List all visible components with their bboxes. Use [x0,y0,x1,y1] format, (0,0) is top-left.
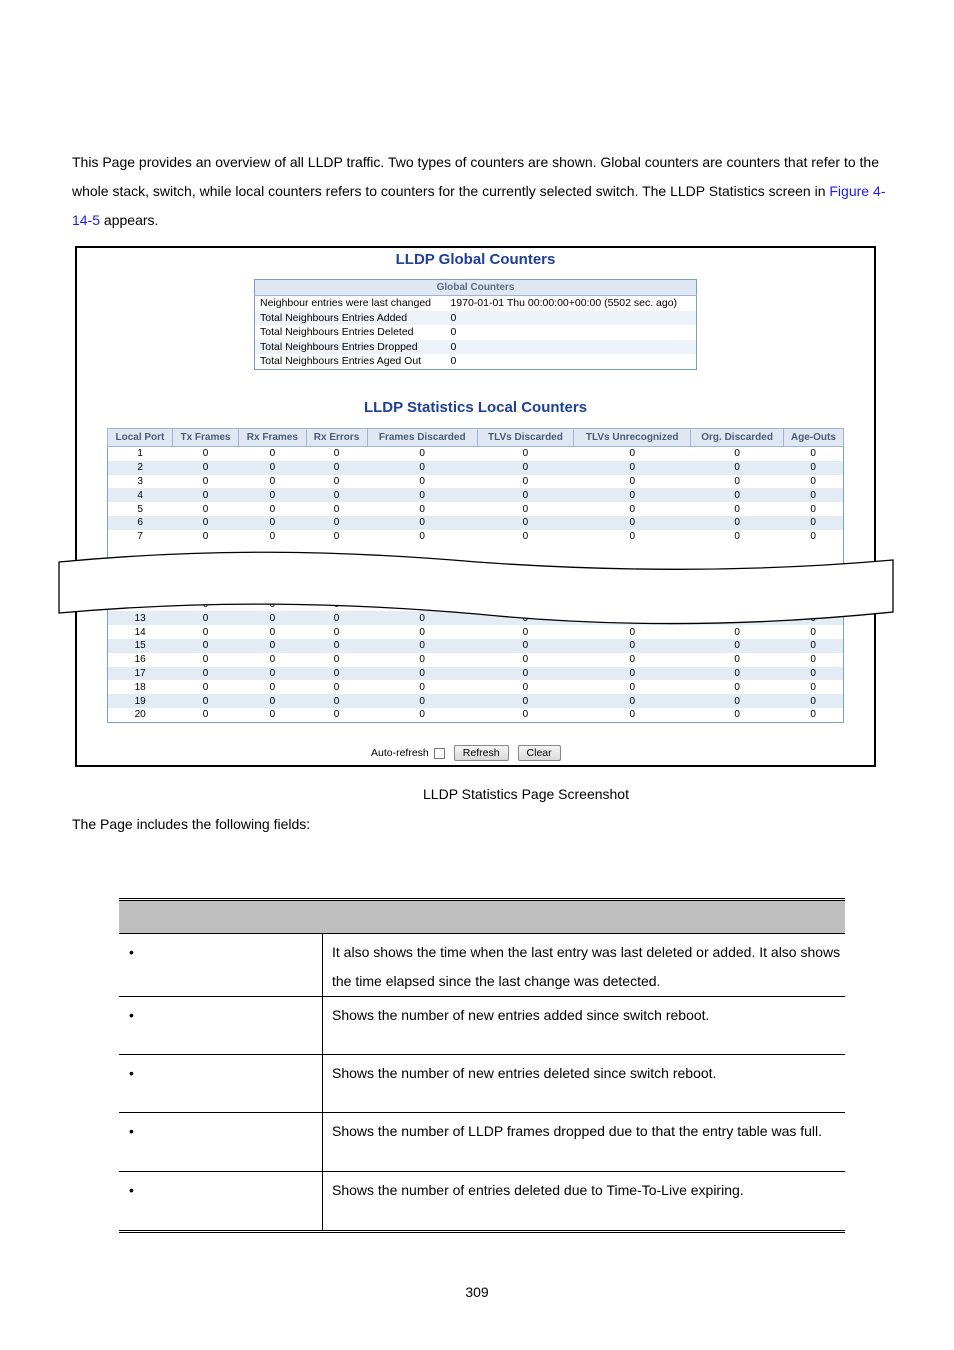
table-cell: 0 [419,626,425,638]
table-row [119,1113,845,1172]
table-cell: 0 [734,531,740,543]
table-cell: 0 [367,488,477,502]
object-column-header [119,900,323,934]
table-cell: 0 [269,626,276,638]
table-cell: 0 [239,488,307,502]
table-cell: 0 [734,503,740,515]
field-description: It also shows the time when the last entry was last deleted or added. It also shows the time elapsed since the last change was detected. [323,934,846,997]
table-row [108,639,844,653]
global-row-label: Total Neighbours Entries Deleted [260,326,414,339]
table-cell: 15 [108,639,173,653]
global-row-label: Neighbour entries were last changed [260,297,432,310]
table-cell: 0 [239,694,307,708]
table-cell: 0 [419,448,425,460]
table-cell: 0 [306,611,367,625]
table-cell: 0 [202,681,209,693]
column-header: Rx Frames [239,429,307,447]
table-row [119,934,845,997]
table-cell: 0 [172,667,238,681]
global-row-label: Total Neighbours Entries Added [255,311,446,326]
table-cell: 0 [691,516,783,530]
table-cell: 0 [522,503,529,515]
table-cell: 0 [419,531,425,543]
table-cell: 0 [367,667,477,681]
table-row [108,475,844,489]
table-cell: 0 [734,626,740,638]
table-cell: 0 [783,516,843,530]
table-cell: 0 [810,448,816,460]
table-cell: 0 [419,475,425,487]
table-cell: 0 [367,461,477,475]
bullet: • [119,1113,323,1172]
table-cell: 0 [477,488,573,502]
table-cell: 0 [477,667,573,681]
table-cell: 17 [108,667,173,681]
table-cell: 0 [573,639,690,653]
table-cell: 0 [333,531,340,543]
table-row [108,680,844,694]
table-cell: 16 [134,654,146,666]
table-row [255,340,697,355]
table-row [108,653,844,667]
table-cell: 14 [134,626,146,638]
global-row-value: 0 [450,326,457,339]
table-row [255,325,697,340]
table-row [108,502,844,516]
table-cell: 0 [477,516,573,530]
table-cell: 0 [522,475,529,487]
table-cell: 0 [269,654,276,666]
table-cell: 0 [172,611,238,625]
table-cell: 0 [783,694,843,708]
field-description: Shows the number of new entries deleted since switch reboot. [323,1055,846,1113]
table-cell: 6 [108,516,173,530]
table-cell: 13 [108,611,173,625]
table-cell: 0 [691,461,783,475]
column-header: TLVs Unrecognized [573,429,690,447]
global-row-value: 0 [445,340,696,355]
table-cell: 0 [477,461,573,475]
table-cell: 0 [419,503,425,515]
refresh-controls [371,745,561,761]
column-header: Age-Outs [783,429,843,447]
lldp-statistics-screenshot [75,246,876,767]
table-cell: 0 [691,694,783,708]
table-cell: 0 [202,531,209,543]
table-cell: 0 [691,639,783,653]
table-cell: 0 [333,709,340,721]
global-row-label: Total Neighbours Entries Aged Out [260,355,422,368]
table-cell: 0 [691,667,783,681]
global-counters-table [254,279,697,370]
table-cell: 0 [269,448,276,460]
table-cell: 7 [137,531,143,543]
table-cell: 4 [108,488,173,502]
table-cell: 0 [691,488,783,502]
table-cell: 0 [734,654,740,666]
table-cell: 0 [172,516,238,530]
auto-refresh-label: Auto-refresh [371,747,429,759]
table-row [108,461,844,475]
table-cell: 0 [333,626,340,638]
table-cell: 0 [734,448,740,460]
global-row-value: 0 [445,311,696,326]
table-row [119,1055,845,1113]
table-cell: 0 [810,531,816,543]
table-cell: 0 [367,611,477,625]
table-cell: 0 [477,639,573,653]
table-cell: 0 [783,667,843,681]
table-cell: 0 [573,461,690,475]
table-cell: 0 [810,475,816,487]
table-cell: 0 [367,639,477,653]
table-cell: 0 [810,626,816,638]
table-cell: 0 [629,681,635,693]
table-cell: 20 [134,709,146,721]
table-row [108,625,844,639]
table-cell: 0 [202,503,209,515]
table-cell: 0 [269,681,276,693]
table-row [255,296,697,311]
table-row [108,447,844,461]
table-cell: 3 [137,475,143,487]
bullet: • [119,934,323,997]
table-cell: 0 [239,667,307,681]
table-cell: 0 [522,681,529,693]
page-number: 309 [465,1284,489,1300]
table-cell: 0 [333,475,340,487]
table-cell: 0 [269,475,276,487]
clear-button[interactable]: Clear [518,745,561,761]
table-cell: 0 [333,681,340,693]
table-cell: 0 [629,654,635,666]
intro-tail: appears. [100,212,159,228]
bullet: • [119,1172,323,1232]
column-header: Org. Discarded [691,429,783,447]
intro-paragraph [72,148,887,235]
field-description-table [119,898,845,1233]
fields-note: The Page includes the following fields: [72,816,311,832]
table-cell: 0 [522,448,529,460]
table-cell: 0 [522,531,529,543]
table-cell: 2 [108,461,173,475]
table-row [255,354,697,369]
table-cell: 0 [172,694,238,708]
table-cell: 0 [333,654,340,666]
table-cell: 0 [734,475,740,487]
column-header: Local Port [108,429,173,447]
table-cell: 0 [734,681,740,693]
table-row [108,488,844,502]
table-row [255,311,697,326]
table-cell: 0 [419,681,425,693]
table-cell: 0 [172,639,238,653]
table-cell: 0 [306,667,367,681]
table-cell: 0 [810,654,816,666]
table-cell: 1 [137,448,143,460]
column-header: Rx Errors [306,429,367,447]
table-cell: 19 [108,694,173,708]
table-cell: 0 [239,611,307,625]
table-cell: 5 [137,503,143,515]
table-cell: 0 [573,694,690,708]
table-cell: 0 [306,694,367,708]
figure-caption: LLDP Statistics Page Screenshot [423,786,629,802]
table-cell: 0 [202,709,209,721]
table-cell: 0 [629,709,635,721]
table-cell: 0 [269,709,276,721]
refresh-button[interactable]: Refresh [454,745,509,761]
field-description: Shows the number of LLDP frames dropped due to that the entry table was full. [323,1113,846,1172]
table-cell: 0 [734,709,740,721]
table-cell: 0 [477,694,573,708]
auto-refresh-checkbox[interactable] [434,748,445,759]
field-description: Shows the number of new entries added since switch reboot. [323,997,846,1055]
table-cell: 0 [629,475,635,487]
table-row [119,1172,845,1232]
table-cell: 0 [333,448,340,460]
figure-link[interactable]: Figure 4-14-5 [72,183,886,228]
table-cell: 0 [522,709,529,721]
table-cell: 0 [629,503,635,515]
table-cell: 0 [172,461,238,475]
table-cell: 18 [134,681,146,693]
table-cell: 0 [239,461,307,475]
table-row [108,667,844,681]
global-row-value: 1970-01-01 Thu 00:00:00+00:00 (5502 sec. ago) [450,297,678,310]
table-cell: 0 [202,654,209,666]
table-row [108,516,844,530]
global-row-value: 0 [450,355,457,368]
table-cell: 0 [629,531,635,543]
table-row [108,530,844,544]
table-cell: 0 [239,639,307,653]
table-row [119,997,845,1055]
table-cell: 0 [306,461,367,475]
table-cell: 0 [810,681,816,693]
field-description: Shows the number of entries deleted due to Time-To-Live expiring. [323,1172,846,1232]
table-cell: 0 [783,488,843,502]
table-cell: 0 [810,709,816,721]
table-cell: 0 [202,448,209,460]
table-cell: 0 [239,516,307,530]
global-counters-header: Global Counters [255,280,697,296]
bullet: • [119,1055,323,1113]
table-cell: 0 [629,448,635,460]
global-counters-title: LLDP Global Counters [395,251,556,268]
table-cell: 0 [573,667,690,681]
table-row [108,694,844,708]
table-cell: 0 [419,709,425,721]
column-header: Tx Frames [172,429,238,447]
table-cell: 0 [783,639,843,653]
table-cell: 0 [367,694,477,708]
column-header: TLVs Discarded [477,429,573,447]
table-cell: 0 [367,516,477,530]
table-cell: 0 [810,503,816,515]
global-row-label: Total Neighbours Entries Dropped [255,340,446,355]
table-cell: 0 [522,654,529,666]
local-counters-title: LLDP Statistics Local Counters [363,399,588,416]
table-cell: 0 [629,626,635,638]
table-cell: 0 [306,639,367,653]
table-row [108,708,844,722]
column-header: Frames Discarded [367,429,477,447]
table-cell: 0 [419,654,425,666]
intro-text: This Page provides an overview of all LLDP traffic. Two types of counters are shown. Global counters are counters that refer to the whole stack, switch, while local counters refers to counters for the currently selected switch. The LLDP Statistics screen in [72,154,879,199]
table-cell: 0 [269,503,276,515]
table-cell: 0 [202,475,209,487]
table-cell: 0 [306,488,367,502]
table-cell: 0 [573,516,690,530]
table-cell: 0 [269,531,276,543]
table-cell: 0 [573,488,690,502]
table-cell: 0 [333,503,340,515]
table-cell: 0 [306,516,367,530]
description-column-header [323,900,846,934]
bullet: • [119,997,323,1055]
table-cell: 0 [522,626,529,638]
table-cell: 0 [172,488,238,502]
table-cell: 0 [202,626,209,638]
torn-paper-break [57,550,895,625]
table-cell: 0 [783,461,843,475]
